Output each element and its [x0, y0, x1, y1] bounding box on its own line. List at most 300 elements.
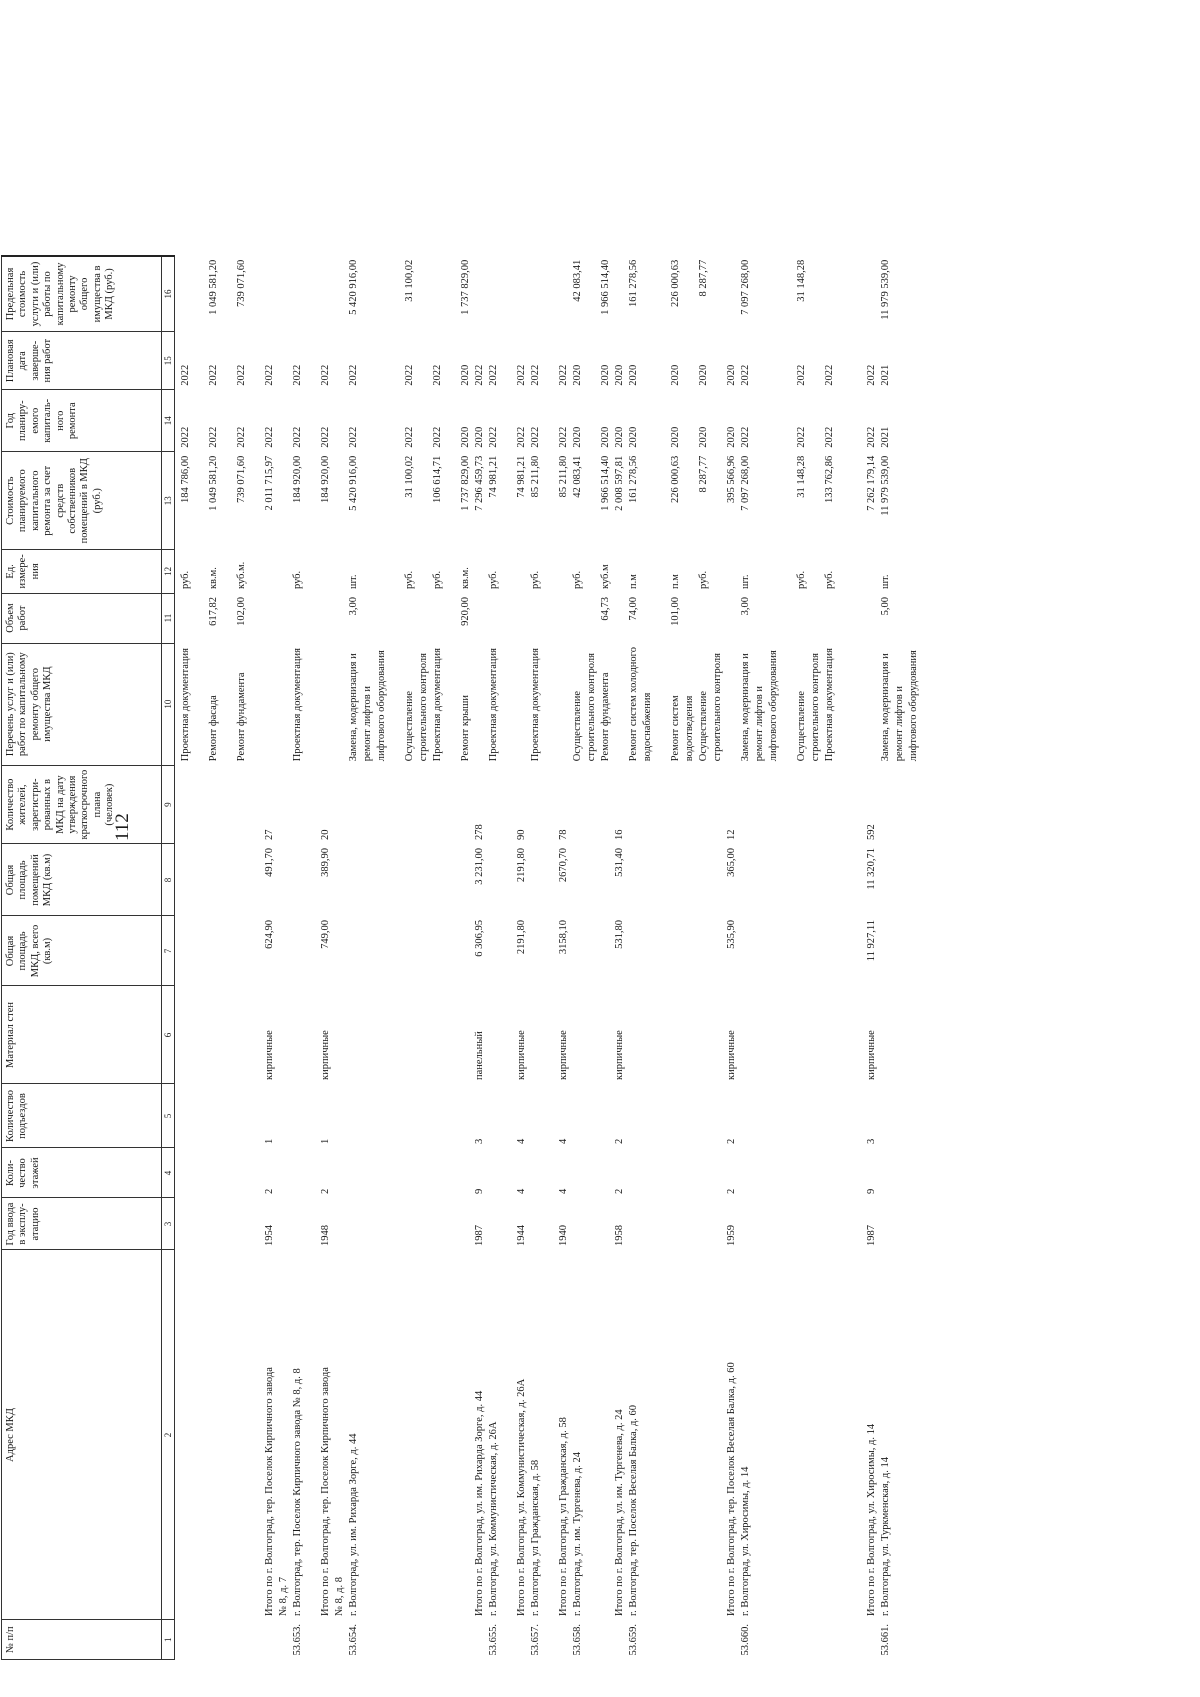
total-area-cell [908, 916, 922, 986]
work-volume-cell [446, 593, 460, 643]
planned-cost-cell [376, 452, 390, 550]
commission-year-cell: 1948 [320, 1225, 331, 1246]
row-number-cell [908, 1620, 922, 1660]
repair-year-cell [306, 390, 320, 452]
entrances-cell [180, 1084, 194, 1148]
work-volume-cell [418, 593, 432, 643]
floors-cell [306, 1148, 320, 1198]
repair-year-cell [502, 390, 516, 452]
entrances-cell [810, 1084, 824, 1148]
table-row [306, 256, 320, 1660]
table-row [208, 256, 222, 1660]
row-number-cell [390, 1620, 404, 1660]
planned-cost-cell: 2 008 597,81 [614, 455, 625, 511]
floors-cell [530, 1148, 544, 1198]
planned-cost-cell: 2 011 715,97 [264, 455, 275, 511]
residents-cell [488, 765, 502, 844]
total-area-cell [754, 916, 768, 986]
max-cost-cell [418, 256, 432, 332]
entrances-cell [852, 1084, 866, 1148]
commission-year-cell: 1987 [474, 1225, 485, 1246]
planned-cost-cell [712, 452, 726, 550]
completion-date-cell [782, 332, 796, 390]
page-number: 112 [112, 813, 133, 841]
entrances-cell: 3 [866, 1138, 877, 1144]
repair-year-cell: 2022 [516, 426, 527, 448]
row-number-cell [726, 1620, 740, 1660]
entrances-cell: 1 [320, 1138, 331, 1144]
floors-cell [236, 1148, 250, 1198]
row-number-cell [852, 1620, 866, 1660]
completion-date-cell: 2022 [824, 364, 835, 386]
total-area-cell [418, 916, 432, 986]
wall-material-cell [600, 986, 614, 1084]
unit-cell: руб. [180, 570, 191, 590]
commission-year-cell [530, 1198, 544, 1250]
floors-cell [292, 1148, 306, 1198]
work-type-cell [558, 643, 572, 765]
floors-cell [796, 1148, 810, 1198]
work-type-cell: строительного контроля [586, 653, 597, 762]
wall-material-cell [572, 986, 586, 1084]
residents-cell [642, 765, 656, 844]
floors-cell [642, 1148, 656, 1198]
unit-cell [362, 550, 376, 593]
unit-cell: руб. [488, 570, 499, 590]
completion-date-cell [418, 332, 432, 390]
planned-cost-cell: 1 737 829,00 [460, 455, 471, 511]
row-number-cell [670, 1620, 684, 1660]
column-number: 11 [162, 593, 175, 643]
work-type-cell: Проектная документация [824, 648, 835, 762]
max-cost-cell [516, 256, 530, 332]
work-type-cell [446, 643, 460, 765]
address-cell: Итого по г. Волгоград, ул. им. Тургенева, д. 24 [614, 1409, 625, 1616]
premises-area-cell [222, 844, 236, 916]
wall-material-cell [446, 986, 460, 1084]
commission-year-cell [796, 1198, 810, 1250]
total-area-cell [852, 916, 866, 986]
commission-year-cell [852, 1198, 866, 1250]
work-type-cell: Осуществление [796, 691, 807, 762]
row-number-cell [684, 1620, 698, 1660]
repair-year-cell: 2022 [208, 426, 219, 448]
max-cost-cell [754, 256, 768, 332]
wall-material-cell [586, 986, 600, 1084]
commission-year-cell [824, 1198, 838, 1250]
planned-cost-cell: 184 920,00 [292, 455, 303, 503]
address-cell [754, 1250, 768, 1620]
row-number-cell [250, 1620, 264, 1660]
planned-cost-cell [306, 452, 320, 550]
address-cell [894, 1250, 908, 1620]
total-area-cell [460, 916, 474, 986]
wall-material-cell [278, 986, 292, 1084]
wall-material-cell [488, 986, 502, 1084]
table-row [572, 256, 586, 1660]
repair-year-cell: 2021 [880, 426, 891, 448]
entrances-cell [698, 1084, 712, 1148]
entrances-cell [194, 1084, 208, 1148]
address-cell [390, 1250, 404, 1620]
wall-material-cell [404, 986, 418, 1084]
header-cell: Коли-чество этажей [2, 1148, 162, 1198]
total-area-cell [796, 916, 810, 986]
work-volume-cell [194, 593, 208, 643]
wall-material-cell [628, 986, 642, 1084]
max-cost-cell [712, 256, 726, 332]
total-area-cell [810, 916, 824, 986]
unit-cell [852, 550, 866, 593]
commission-year-cell [670, 1198, 684, 1250]
unit-cell [558, 550, 572, 593]
row-number-cell [642, 1620, 656, 1660]
floors-cell [824, 1148, 838, 1198]
entrances-cell [432, 1084, 446, 1148]
commission-year-cell [544, 1198, 558, 1250]
work-volume-cell [726, 593, 740, 643]
premises-area-cell [908, 844, 922, 916]
total-area-cell [432, 916, 446, 986]
repair-year-cell: 2020 [614, 426, 625, 448]
total-area-cell [404, 916, 418, 986]
entrances-cell [768, 1084, 782, 1148]
floors-cell [782, 1148, 796, 1198]
commission-year-cell [502, 1198, 516, 1250]
table-body [180, 256, 922, 1660]
completion-date-cell: 2022 [866, 364, 877, 386]
completion-date-cell [446, 332, 460, 390]
wall-material-cell [838, 986, 852, 1084]
unit-cell: шт. [880, 574, 891, 590]
work-type-cell [474, 643, 488, 765]
repair-year-cell: 2022 [740, 426, 751, 448]
table-row [880, 256, 894, 1660]
completion-date-cell: 2022 [740, 364, 751, 386]
header-cell: № п/п [2, 1620, 162, 1660]
row-number-cell [320, 1620, 334, 1660]
unit-cell: руб. [292, 570, 303, 590]
entrances-cell [586, 1084, 600, 1148]
work-type-cell: Ремонт систем [670, 695, 681, 762]
completion-date-cell: 2022 [264, 364, 275, 386]
premises-area-cell [824, 844, 838, 916]
premises-area-cell [404, 844, 418, 916]
table-row [530, 256, 544, 1660]
repair-year-cell [782, 390, 796, 452]
table-row [460, 256, 474, 1660]
unit-cell [712, 550, 726, 593]
floors-cell [446, 1148, 460, 1198]
work-volume-cell [376, 593, 390, 643]
repair-year-cell [810, 390, 824, 452]
wall-material-cell [642, 986, 656, 1084]
premises-area-cell [740, 844, 754, 916]
completion-date-cell [194, 332, 208, 390]
completion-date-cell: 2022 [474, 364, 485, 386]
repair-year-cell [586, 390, 600, 452]
residents-cell: 20 [320, 829, 331, 840]
work-type-cell: Проектная документация [180, 648, 191, 762]
address-cell [600, 1250, 614, 1620]
entrances-cell: 4 [516, 1138, 527, 1144]
completion-date-cell: 2022 [488, 364, 499, 386]
row-number-cell [544, 1620, 558, 1660]
total-area-cell [894, 916, 908, 986]
unit-cell [250, 550, 264, 593]
planned-cost-cell: 7 097 268,00 [740, 455, 751, 511]
column-number: 12 [162, 550, 175, 593]
repair-year-cell [712, 390, 726, 452]
max-cost-cell [782, 256, 796, 332]
header-cell: Предельная стоимость услуги и (или) работы по капитальному ремонту общего имущества в МКД (руб.) [2, 256, 162, 332]
max-cost-cell [432, 256, 446, 332]
repair-year-cell [642, 390, 656, 452]
commission-year-cell [460, 1198, 474, 1250]
residents-cell [740, 765, 754, 844]
planned-cost-cell [586, 452, 600, 550]
table-row [908, 256, 922, 1660]
total-area-cell: 2191,80 [516, 920, 527, 955]
residents-cell [894, 765, 908, 844]
floors-cell: 9 [474, 1188, 485, 1194]
residents-cell [278, 765, 292, 844]
wall-material-cell [768, 986, 782, 1084]
unit-cell [768, 550, 782, 593]
row-number-cell [404, 1620, 418, 1660]
planned-cost-cell: 5 420 916,00 [348, 455, 359, 511]
work-type-cell [334, 643, 348, 765]
max-cost-cell: 8 287,77 [698, 259, 709, 297]
table-row [432, 256, 446, 1660]
column-number: 8 [162, 844, 175, 916]
wall-material-cell [908, 986, 922, 1084]
completion-date-cell: 2020 [628, 364, 639, 386]
commission-year-cell [236, 1198, 250, 1250]
planned-cost-cell: 1 966 514,40 [600, 455, 611, 511]
wall-material-cell [852, 986, 866, 1084]
max-cost-cell: 31 148,28 [796, 259, 807, 302]
address-cell: г. Волгоград, ул. Коммунистическая, д. 26А [488, 1421, 499, 1616]
completion-date-cell [586, 332, 600, 390]
table-row [698, 256, 712, 1660]
row-number-cell [656, 1620, 670, 1660]
premises-area-cell [418, 844, 432, 916]
unit-cell: руб. [572, 570, 583, 590]
row-number-cell: 53.659. [628, 1624, 639, 1656]
row-number-cell [810, 1620, 824, 1660]
wall-material-cell [684, 986, 698, 1084]
address-cell [250, 1250, 264, 1620]
work-volume-cell [796, 593, 810, 643]
repair-year-cell [334, 390, 348, 452]
entrances-cell [292, 1084, 306, 1148]
floors-cell [460, 1148, 474, 1198]
entrances-cell [460, 1084, 474, 1148]
work-volume-cell [894, 593, 908, 643]
repair-year-cell [852, 390, 866, 452]
work-volume-cell [334, 593, 348, 643]
residents-cell [404, 765, 418, 844]
commission-year-cell [642, 1198, 656, 1250]
unit-cell [726, 550, 740, 593]
work-volume-cell: 64,73 [600, 597, 611, 621]
entrances-cell [712, 1084, 726, 1148]
total-area-cell [642, 916, 656, 986]
residents-cell [628, 765, 642, 844]
commission-year-cell [334, 1198, 348, 1250]
table-row [446, 256, 460, 1660]
commission-year-cell: 1954 [264, 1225, 275, 1246]
commission-year-cell [404, 1198, 418, 1250]
entrances-cell [894, 1084, 908, 1148]
work-type-cell [502, 643, 516, 765]
repair-year-cell: 2020 [726, 426, 737, 448]
work-volume-cell [684, 593, 698, 643]
table-row [474, 256, 488, 1660]
address-cell [236, 1250, 250, 1620]
column-number-row [162, 256, 175, 1660]
max-cost-cell [334, 256, 348, 332]
repair-year-cell: 2022 [320, 426, 331, 448]
total-area-cell [838, 916, 852, 986]
column-number: 14 [162, 390, 175, 452]
planned-cost-cell: 85 211,80 [530, 455, 541, 498]
entrances-cell [362, 1084, 376, 1148]
unit-cell [782, 550, 796, 593]
table-row [376, 256, 390, 1660]
completion-date-cell [362, 332, 376, 390]
unit-cell [334, 550, 348, 593]
commission-year-cell [180, 1198, 194, 1250]
residents-cell [348, 765, 362, 844]
premises-area-cell [334, 844, 348, 916]
wall-material-cell: кирпичные [558, 1030, 569, 1080]
planned-cost-cell [544, 452, 558, 550]
residents-cell [180, 765, 194, 844]
unit-cell [838, 550, 852, 593]
row-number-cell [222, 1620, 236, 1660]
floors-cell: 4 [516, 1188, 527, 1194]
max-cost-cell: 161 278,56 [628, 259, 639, 307]
header-cell: Материал стен [2, 986, 162, 1084]
total-area-cell [222, 916, 236, 986]
wall-material-cell [670, 986, 684, 1084]
repair-year-cell [768, 390, 782, 452]
max-cost-cell [852, 256, 866, 332]
column-number: 6 [162, 986, 175, 1084]
table-row [712, 256, 726, 1660]
address-cell [362, 1250, 376, 1620]
work-type-cell [306, 643, 320, 765]
row-number-cell [600, 1620, 614, 1660]
address-cell [208, 1250, 222, 1620]
work-type-cell: Проектная документация [530, 648, 541, 762]
residents-cell [362, 765, 376, 844]
work-type-cell [320, 643, 334, 765]
total-area-cell [684, 916, 698, 986]
entrances-cell [502, 1084, 516, 1148]
wall-material-cell [502, 986, 516, 1084]
floors-cell [502, 1148, 516, 1198]
commission-year-cell [894, 1198, 908, 1250]
table-row [684, 256, 698, 1660]
address-cell [180, 1250, 194, 1620]
wall-material-cell [194, 986, 208, 1084]
total-area-cell [824, 916, 838, 986]
completion-date-cell [754, 332, 768, 390]
total-area-cell [390, 916, 404, 986]
planned-cost-cell: 8 287,77 [698, 455, 709, 493]
wall-material-cell [460, 986, 474, 1084]
total-area-cell [208, 916, 222, 986]
repair-year-cell: 2022 [558, 426, 569, 448]
commission-year-cell [348, 1198, 362, 1250]
floors-cell: 2 [726, 1188, 737, 1194]
planned-cost-cell [852, 452, 866, 550]
repair-year-cell: 2022 [264, 426, 275, 448]
work-volume-cell [320, 593, 334, 643]
max-cost-cell [642, 256, 656, 332]
planned-cost-cell [194, 452, 208, 550]
work-type-cell: Проектная документация [432, 648, 443, 762]
entrances-cell: 3 [474, 1138, 485, 1144]
floors-cell [754, 1148, 768, 1198]
total-area-cell [488, 916, 502, 986]
address-cell [768, 1250, 782, 1620]
planned-cost-cell: 85 211,80 [558, 455, 569, 498]
unit-cell [656, 550, 670, 593]
completion-date-cell [712, 332, 726, 390]
header-cell: Количество подъездов [2, 1084, 162, 1148]
table-row [810, 256, 824, 1660]
commission-year-cell [362, 1198, 376, 1250]
unit-cell [376, 550, 390, 593]
completion-date-cell [544, 332, 558, 390]
total-area-cell [698, 916, 712, 986]
wall-material-cell [292, 986, 306, 1084]
work-type-cell [614, 643, 628, 765]
work-volume-cell [278, 593, 292, 643]
residents-cell [838, 765, 852, 844]
max-cost-cell: 31 100,02 [404, 259, 415, 302]
premises-area-cell: 389,90 [320, 848, 331, 877]
row-number-cell: 53.658. [572, 1624, 583, 1656]
address-cell [824, 1250, 838, 1620]
unit-cell [194, 550, 208, 593]
max-cost-cell [530, 256, 544, 332]
wall-material-cell [894, 986, 908, 1084]
entrances-cell [404, 1084, 418, 1148]
total-area-cell: 6 306,95 [474, 920, 485, 957]
row-number-cell [418, 1620, 432, 1660]
row-number-cell [614, 1620, 628, 1660]
unit-cell [642, 550, 656, 593]
completion-date-cell [810, 332, 824, 390]
row-number-cell [558, 1620, 572, 1660]
entrances-cell [544, 1084, 558, 1148]
address-cell: г. Волгоград, ул. им. Тургенева, д. 24 [572, 1452, 583, 1616]
table-row [418, 256, 432, 1660]
residents-cell [292, 765, 306, 844]
address-cell [460, 1250, 474, 1620]
unit-cell [474, 550, 488, 593]
work-volume-cell [404, 593, 418, 643]
entrances-cell [684, 1084, 698, 1148]
residents-cell [684, 765, 698, 844]
unit-cell [908, 550, 922, 593]
entrances-cell [754, 1084, 768, 1148]
